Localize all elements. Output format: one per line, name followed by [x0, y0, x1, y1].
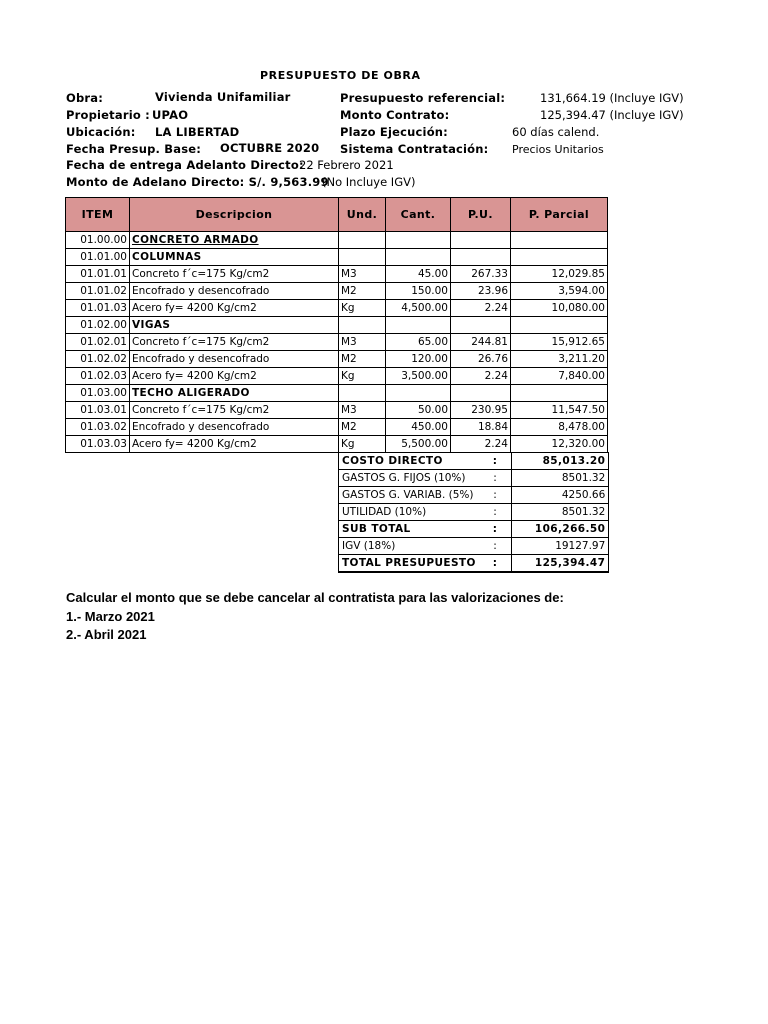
summary-row	[339, 504, 609, 521]
header-parcial: P. Parcial	[511, 198, 608, 232]
cell-und	[339, 232, 386, 249]
cell-parcial: 15,912.65	[511, 334, 608, 351]
cell-cant	[386, 249, 451, 266]
cell-pu	[451, 232, 511, 249]
cell-item: 01.01.02	[66, 283, 130, 300]
cell-descripcion: TECHO ALIGERADO	[130, 385, 339, 402]
cell-parcial	[511, 317, 608, 334]
summary-value: 4250.66	[512, 487, 609, 504]
cell-und: Kg	[339, 368, 386, 385]
cell-pu: 267.33	[451, 266, 511, 283]
obra-value: Vivienda Unifamiliar	[155, 90, 291, 104]
cell-descripcion: Encofrado y desencofrado	[130, 351, 339, 368]
cell-item: 01.01.01	[66, 266, 130, 283]
cell-pu: 2.24	[451, 436, 511, 453]
table-row	[66, 402, 608, 419]
plazo-value: 60 días calend.	[512, 125, 600, 139]
ref-value: 131,664.19 (Incluye IGV)	[540, 91, 684, 105]
cell-cant: 120.00	[386, 351, 451, 368]
cell-cant: 5,500.00	[386, 436, 451, 453]
cell-parcial	[511, 232, 608, 249]
cell-item: 01.03.03	[66, 436, 130, 453]
header-pu: P.U.	[451, 198, 511, 232]
cell-pu: 230.95	[451, 402, 511, 419]
summary-label: COSTO DIRECTO	[339, 453, 479, 470]
cell-cant: 3,500.00	[386, 368, 451, 385]
table-header-row	[66, 198, 608, 232]
cell-pu	[451, 317, 511, 334]
summary-value: 85,013.20	[512, 453, 609, 470]
summary-label: IGV (18%)	[339, 538, 479, 555]
cell-descripcion: Encofrado y desencofrado	[130, 419, 339, 436]
table-row	[66, 334, 608, 351]
obra-label: Obra:	[66, 91, 104, 105]
cell-und: M2	[339, 283, 386, 300]
summary-colon: :	[479, 555, 512, 573]
header-cant: Cant.	[386, 198, 451, 232]
fecha-label: Fecha Presup. Base:	[66, 142, 202, 156]
summary-row	[339, 487, 609, 504]
summary-value: 125,394.47	[512, 555, 609, 573]
cell-und: Kg	[339, 436, 386, 453]
cell-cant: 65.00	[386, 334, 451, 351]
summary-colon: :	[479, 538, 512, 555]
budget-table	[65, 197, 608, 453]
cell-und	[339, 317, 386, 334]
table-row	[66, 419, 608, 436]
ubicacion-label: Ubicación:	[66, 125, 136, 139]
cell-cant: 450.00	[386, 419, 451, 436]
cell-und: Kg	[339, 300, 386, 317]
cell-parcial	[511, 385, 608, 402]
table-row	[66, 385, 608, 402]
cell-item: 01.03.02	[66, 419, 130, 436]
cell-pu	[451, 385, 511, 402]
contrato-value: 125,394.47 (Incluye IGV)	[540, 108, 684, 122]
cell-item: 01.01.00	[66, 249, 130, 266]
summary-value: 106,266.50	[512, 521, 609, 538]
ubicacion-value: LA LIBERTAD	[155, 125, 240, 139]
question-text: Calcular el monto que se debe cancelar al contratista para las valorizaciones de:	[66, 590, 564, 605]
cell-parcial	[511, 249, 608, 266]
sistema-value: Precios Unitarios	[512, 143, 604, 156]
cell-cant	[386, 385, 451, 402]
summary-label: GASTOS G. VARIAB. (5%)	[339, 487, 479, 504]
cell-parcial: 11,547.50	[511, 402, 608, 419]
cell-pu: 2.24	[451, 368, 511, 385]
cell-parcial: 3,211.20	[511, 351, 608, 368]
header-und: Und.	[339, 198, 386, 232]
cell-cant: 45.00	[386, 266, 451, 283]
summary-value: 8501.32	[512, 470, 609, 487]
question-item-1: 1.- Marzo 2021	[66, 609, 155, 624]
cell-pu: 26.76	[451, 351, 511, 368]
fecha-value: OCTUBRE 2020	[220, 141, 320, 155]
summary-colon: :	[479, 453, 512, 470]
cell-item: 01.03.01	[66, 402, 130, 419]
cell-item: 01.02.02	[66, 351, 130, 368]
question-item-2: 2.- Abril 2021	[66, 627, 147, 642]
cell-parcial: 7,840.00	[511, 368, 608, 385]
cell-cant: 50.00	[386, 402, 451, 419]
cell-descripcion: Concreto f´c=175 Kg/cm2	[130, 402, 339, 419]
cell-item: 01.03.00	[66, 385, 130, 402]
cell-und: M3	[339, 402, 386, 419]
summary-row	[339, 453, 609, 470]
cell-parcial: 12,029.85	[511, 266, 608, 283]
adelanto-label: Monto de Adelano Directo: S/. 9,563.99	[66, 175, 329, 189]
sistema-label: Sistema Contratación:	[340, 142, 489, 156]
cell-cant: 4,500.00	[386, 300, 451, 317]
summary-colon: :	[479, 521, 512, 538]
table-row	[66, 249, 608, 266]
cell-descripcion: Acero fy= 4200 Kg/cm2	[130, 368, 339, 385]
cell-descripcion: Concreto f´c=175 Kg/cm2	[130, 266, 339, 283]
cell-item: 01.00.00	[66, 232, 130, 249]
summary-value: 8501.32	[512, 504, 609, 521]
cell-und: M2	[339, 351, 386, 368]
cell-descripcion: Acero fy= 4200 Kg/cm2	[130, 436, 339, 453]
cell-descripcion: CONCRETO ARMADO	[130, 232, 339, 249]
cell-item: 01.01.03	[66, 300, 130, 317]
cell-pu: 244.81	[451, 334, 511, 351]
summary-label: UTILIDAD (10%)	[339, 504, 479, 521]
cell-descripcion: Acero fy= 4200 Kg/cm2	[130, 300, 339, 317]
cell-pu	[451, 249, 511, 266]
cell-descripcion: Encofrado y desencofrado	[130, 283, 339, 300]
cell-parcial: 3,594.00	[511, 283, 608, 300]
header-descripcion: Descripcion	[130, 198, 339, 232]
summary-colon: :	[479, 470, 512, 487]
cell-item: 01.02.03	[66, 368, 130, 385]
cell-pu: 23.96	[451, 283, 511, 300]
cell-descripcion: COLUMNAS	[130, 249, 339, 266]
summary-row	[339, 538, 609, 555]
cell-und: M3	[339, 266, 386, 283]
summary-label: TOTAL PRESUPUESTO	[339, 555, 479, 573]
cell-cant	[386, 317, 451, 334]
cell-und: M3	[339, 334, 386, 351]
table-row	[66, 266, 608, 283]
plazo-label: Plazo Ejecución:	[340, 125, 448, 139]
cell-descripcion: VIGAS	[130, 317, 339, 334]
table-row	[66, 300, 608, 317]
cell-pu: 2.24	[451, 300, 511, 317]
propietario-value: UPAO	[152, 108, 189, 122]
summary-value: 19127.97	[512, 538, 609, 555]
header-item: ITEM	[66, 198, 130, 232]
table-row	[66, 317, 608, 334]
summary-label: GASTOS G. FIJOS (10%)	[339, 470, 479, 487]
table-row	[66, 232, 608, 249]
summary-label: SUB TOTAL	[339, 521, 479, 538]
summary-table	[338, 452, 609, 573]
cell-cant: 150.00	[386, 283, 451, 300]
ref-label: Presupuesto referencial:	[340, 91, 506, 105]
cell-und	[339, 249, 386, 266]
cell-und	[339, 385, 386, 402]
table-row	[66, 351, 608, 368]
summary-row	[339, 521, 609, 538]
propietario-label: Propietario :	[66, 108, 150, 122]
cell-cant	[386, 232, 451, 249]
cell-item: 01.02.01	[66, 334, 130, 351]
table-row	[66, 436, 608, 453]
cell-parcial: 10,080.00	[511, 300, 608, 317]
summary-row	[339, 470, 609, 487]
cell-parcial: 8,478.00	[511, 419, 608, 436]
cell-und: M2	[339, 419, 386, 436]
cell-parcial: 12,320.00	[511, 436, 608, 453]
cell-descripcion: Concreto f´c=175 Kg/cm2	[130, 334, 339, 351]
entrega-value: 22 Febrero 2021	[299, 158, 394, 172]
summary-colon: :	[479, 504, 512, 521]
page-title: PRESUPUESTO DE OBRA	[260, 69, 421, 82]
cell-pu: 18.84	[451, 419, 511, 436]
adelanto-note: (No Incluye IGV)	[322, 175, 416, 189]
table-row	[66, 283, 608, 300]
entrega-label: Fecha de entrega Adelanto Directo:	[66, 158, 304, 172]
contrato-label: Monto Contrato:	[340, 108, 450, 122]
cell-item: 01.02.00	[66, 317, 130, 334]
table-row	[66, 368, 608, 385]
summary-row	[339, 555, 609, 573]
summary-colon: :	[479, 487, 512, 504]
